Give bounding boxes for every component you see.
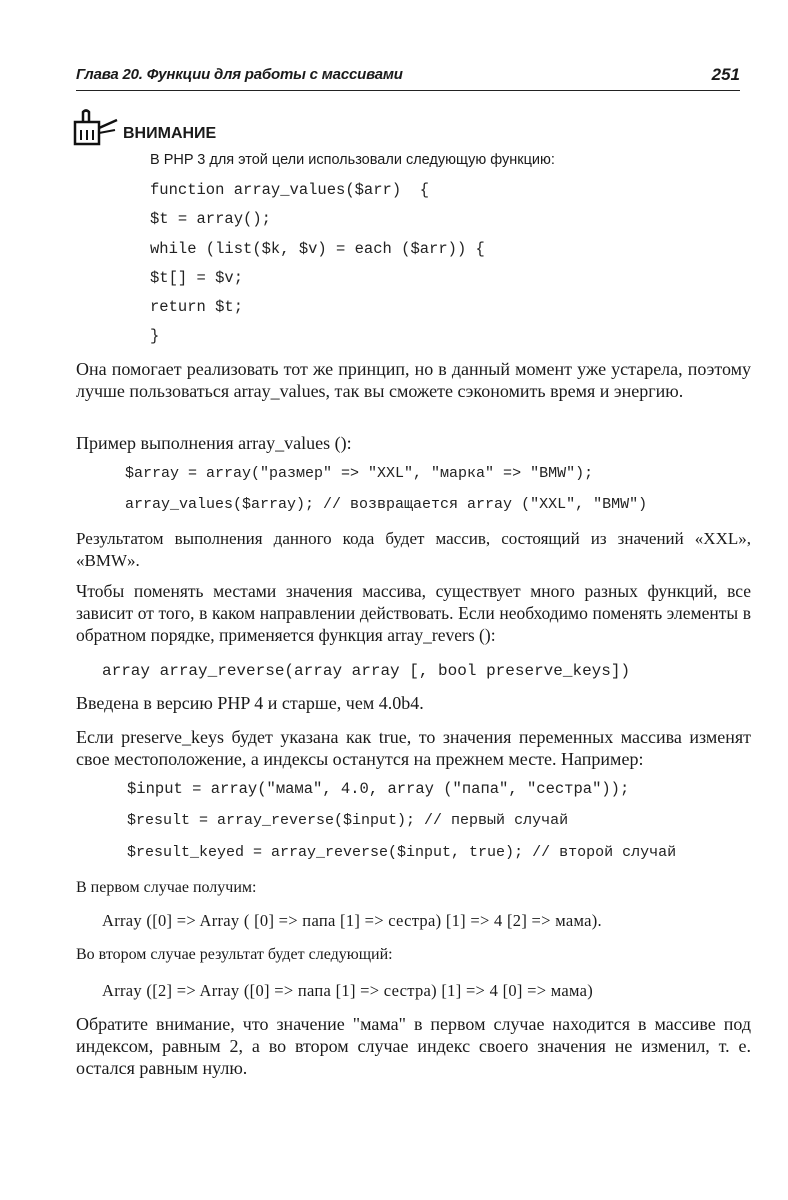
code-line: function array_values($arr) { xyxy=(150,181,430,199)
output-line: Array ([2] => Array ([0] => папа [1] => сестра) [1] => 4 [0] => мама) xyxy=(102,981,594,1000)
paragraph: В первом случае получим: xyxy=(76,879,257,896)
paragraph: Обратите внимание, что значение "мама" в первом случае находится в массиве под индексом, равным 2, а во втором случае индекс своего значения не изменил, т. е. остался равным нулю. xyxy=(76,1014,751,1078)
warning-intro: В PHP 3 для этой цели использовали следующую функцию: xyxy=(150,152,555,168)
code-line: while (list($k, $v) = each ($arr)) { xyxy=(150,240,485,258)
code-line: $input = array("мама", 4.0, array ("папа", "сестра")); xyxy=(127,780,630,798)
code-line: $t[] = $v; xyxy=(150,269,244,287)
code-line: return $t; xyxy=(150,298,244,316)
running-header xyxy=(76,62,740,91)
code-line: $t = array(); xyxy=(150,210,271,228)
code-line: } xyxy=(150,327,160,345)
output-line: Array ([0] => Array ( [0] => папа [1] => сестра) [1] => 4 [2] => мама). xyxy=(102,911,602,930)
code-line: array_values($array); // возвращается array ("XXL", "BMW") xyxy=(125,496,648,513)
paragraph: Она помогает реализовать тот же принцип, но в данный момент уже устарела, поэтому лучше пользоваться array_values, так вы сможете сэкономить время и энергию. xyxy=(76,359,751,401)
function-signature: array array_reverse(array array [, bool preserve_keys]) xyxy=(102,662,631,680)
paragraph: Пример выполнения array_values (): xyxy=(76,433,352,453)
paragraph: Если preserve_keys будет указана как true, то значения переменных массива изменят свое местоположение, а индексы останутся на прежнем месте. Например: xyxy=(76,727,751,769)
paragraph: Чтобы поменять местами значения массива, существует много разных функций, все зависит от того, в каком направлении действовать. Если необходимо поменять элементы в обратном порядке, применяется функция array_revers (): xyxy=(76,581,751,645)
hand-pointer-icon xyxy=(73,108,119,146)
code-line: $array = array("размер" => "XXL", "марка" => "BMW"); xyxy=(125,465,594,482)
warning-title: ВНИМАНИЕ xyxy=(123,125,217,142)
paragraph: Введена в версию PHP 4 и старше, чем 4.0b4. xyxy=(76,693,424,713)
chapter-title: Глава 20. Функции для работы с массивами xyxy=(76,66,403,83)
page-number: 251 xyxy=(711,65,740,84)
code-line: $result = array_reverse($input); // первый случай xyxy=(127,812,569,829)
code-line: $result_keyed = array_reverse($input, true); // второй случай xyxy=(127,844,677,861)
paragraph: Результатом выполнения данного кода будет массив, состоящий из значений «XXL», «BMW». xyxy=(76,529,751,570)
paragraph: Во втором случае результат будет следующий: xyxy=(76,946,393,963)
